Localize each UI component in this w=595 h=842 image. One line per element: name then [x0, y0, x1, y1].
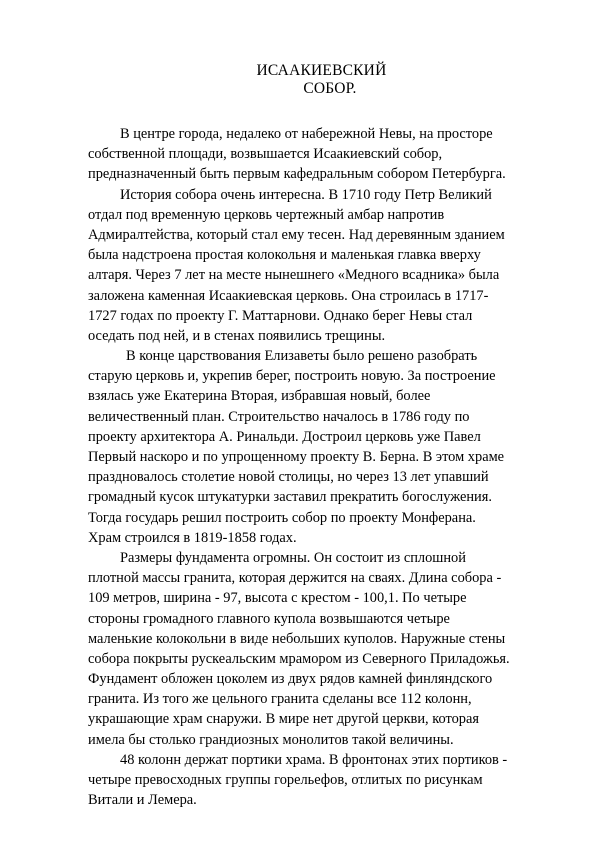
- text-line: проекту архитектора А. Ринальди. Достроил церковь уже Павел: [88, 428, 481, 445]
- text-line: оседать под ней, и в стенах появились трещины.: [88, 327, 386, 344]
- text-line: Адмиралтейства, который стал ему тесен. Над деревянным зданием: [88, 226, 505, 243]
- text-line: украшающие храм снаружи. В мире нет другой церкви, которая: [88, 711, 480, 728]
- text-line: 109 метров, ширина - 97, высота с крестом - 100,1. По четыре: [88, 590, 467, 607]
- text-line: Фундамент обложен цоколем из двух рядов камней финляндского: [88, 671, 493, 688]
- document-title-line-2: СОБОР.: [303, 80, 357, 97]
- text-line: плотной массы гранита, которая держится на сваях. Длина собора -: [88, 570, 502, 587]
- text-line: отдал под временную церковь чертежный амбар напротив: [88, 206, 445, 223]
- text-line: четыре превосходных группы горельефов, отлитых по рисункам: [88, 772, 483, 788]
- text-line: громадный кусок штукатурки заставил прекратить богослужения.: [88, 489, 492, 506]
- text-line: собора покрыты рускеальским мрамором из Северного Приладожья.: [88, 650, 510, 667]
- text-line: старую церковь и, укрепив берег, построить новую. За построение: [88, 368, 496, 385]
- text-line: заложена каменная Исаакиевская церковь. Она строилась в 1717-: [88, 287, 489, 304]
- text-line: предназначенный быть первым кафедральным собором Петербурга.: [88, 166, 506, 183]
- text-line: Размеры фундамента огромны. Он состоит из сплошной: [120, 549, 466, 566]
- text-line: В конце царствования Елизаветы было решено разобрать: [126, 348, 478, 365]
- text-line: алтаря. Через 7 лет на месте нынешнего «Медного всадника» была: [88, 267, 500, 284]
- text-line: Витали и Лемера.: [88, 792, 197, 809]
- text-line: Храм строился в 1819-1858 годах.: [88, 529, 297, 546]
- text-line: Первый наскоро и по упрощенному проекту В. Берна. В этом храме: [88, 449, 505, 465]
- text-line: величественный план. Строительство началось в 1786 году по: [88, 408, 470, 425]
- text-line: была надстроена простая колокольня и маленькая главка вверху: [88, 247, 481, 264]
- text-line: Тогда государь решил построить собор по проекту Монферана.: [88, 509, 476, 526]
- document-title-line-1: ИСААКИЕВСКИЙ: [256, 62, 387, 79]
- text-line: праздновалось столетие новой столицы, но через 13 лет упавший: [88, 469, 489, 486]
- text-line: гранита. Из того же цельного гранита сделаны все 112 колонн,: [88, 691, 472, 708]
- text-line: маленькие колокольни в виде небольших куполов. Наружные стены: [88, 630, 506, 647]
- text-line: стороны громадного главного купола возвышаются четыре: [88, 610, 450, 627]
- text-line: собственной площади, возвышается Исаакиевский собор,: [88, 146, 443, 163]
- text-line: В центре города, недалеко от набережной Невы, на просторе: [120, 126, 493, 142]
- text-line: 48 колонн держат портики храма. В фронтонах этих портиков -: [120, 751, 508, 768]
- text-line: имела бы столько грандиозных монолитов такой величины.: [88, 731, 454, 748]
- text-line: История собора очень интересна. В 1710 году Петр Великий: [120, 186, 492, 203]
- document-body: [88, 124, 548, 810]
- text-line: взялась уже Екатерина Вторая, избравшая новый, более: [88, 388, 431, 405]
- text-line: 1727 годах по проекту Г. Маттарнови. Однако берег Невы стал: [88, 307, 473, 324]
